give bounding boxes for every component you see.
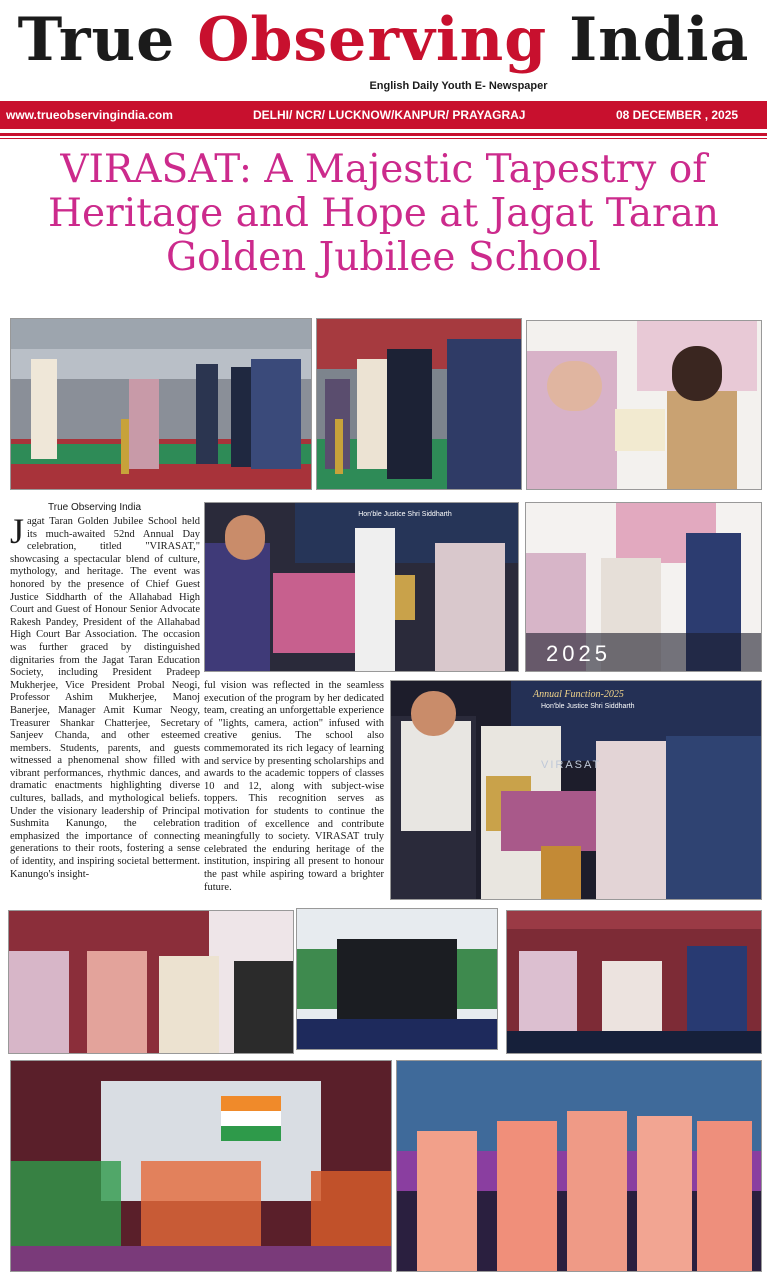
newspaper-subtitle: English Daily Youth E- Newspaper (369, 80, 548, 92)
website-link[interactable]: www.trueobservingindia.com (6, 108, 173, 122)
headline-line-2: Heritage and Hope at Jagat Taran (48, 191, 719, 236)
banner-chief-guest-2: Hon'ble Justice Shri Siddharth (541, 703, 635, 710)
photo-award-three (525, 502, 762, 672)
masthead (0, 0, 767, 100)
article-text-1: agat Taran Golden Jubilee School held its much-awaited 52nd Annual Day celebration, titled "VIRASAT," showcasing a spectacular blend of culture, mythology, and heritage. The event was honored by the presence of Chief Guest Justice Siddharth of the Allahabad High Court and Guest of Honour Senior Advocate Rakesh Pandey, President of the Allahabad High Court Bar Association. The occasion was further graced by distinguished dignitaries from the Jagat Taran Education Society, including President Pradeep Mukherjee, Vice President Probal Neogi, Professor Ashim Mukherjee, Manoj Banerjee, Manager Amit Kumar Neogy, Treasurer Shankar Chatterjee, Secretary Sanjeev Chanda, and other esteemed members. Students, parents, and guests witnessed a phenomenal show filled with vibrant performances, rhythmic dances, and dramatic enactments highlighting diverse cultures, ballads, and mythological beliefs. Under the visionary leadership of Principal Sushmita Kanungo, the celebration emphasized the importance of connecting generations to their roots, fostering a sense of identity, and inspiring societal betterment. Kanungo's insight- (10, 516, 200, 880)
newspaper-title (0, 0, 767, 80)
drop-cap: J (10, 511, 25, 551)
photo-lamp-lighting (10, 318, 312, 490)
title-word-india: India (569, 5, 750, 75)
headline-line-1: VIRASAT: A Majestic Tapestry of (60, 147, 707, 192)
photo-group-awardees (8, 910, 294, 1054)
banner-chief-guest-1: Hon'ble Justice Shri Siddharth (358, 511, 452, 518)
photo-memento-presentation (390, 680, 762, 900)
edition-cities: DELHI/ NCR/ LUCKNOW/KANPUR/ PRAYAGRAJ (253, 108, 526, 122)
masthead-divider (0, 133, 767, 136)
masthead-divider-thin (0, 138, 767, 139)
photo-flag-dance (10, 1060, 392, 1272)
byline: True Observing India (48, 502, 142, 513)
headline (0, 148, 767, 280)
title-word-observing: Observing (197, 5, 548, 75)
issue-date: 08 DECEMBER , 2025 (616, 108, 739, 122)
photo-dignitaries-lamp (316, 318, 522, 490)
banner-year-1: 2025 (546, 641, 611, 666)
banner-virasat: VIRASAT (541, 759, 602, 771)
photo-award-student (526, 320, 762, 490)
article-column-2: ful vision was reflected in the seamless execution of the program by her dedicated team, creating an unforgettable experience of "lights, camera, action" infused with creative genius. The school also commemorated its rich legacy of learning and service by presenting scholarships and awards to the academic toppers of classes 10 and 12, along with subject-wise toppers. This recognition serves as motivation for students to continue the tradition of excellence and contribute meaningfully to society. VIRASAT truly celebrated the enduring heritage of the institution, inspiring all present to honour the past while aspiring toward a brighter future. (204, 680, 384, 893)
title-word-true: True (17, 5, 176, 75)
info-band (0, 101, 767, 129)
photo-award-with-principal (506, 910, 762, 1054)
photo-classical-dance (396, 1060, 762, 1272)
photo-felicitation-gift (204, 502, 519, 672)
banner-annual-function: Annual Function-2025 (533, 689, 624, 700)
article-column-1 (10, 511, 200, 910)
photo-mime-performance (296, 908, 498, 1050)
headline-line-3: Golden Jubilee School (166, 235, 601, 280)
